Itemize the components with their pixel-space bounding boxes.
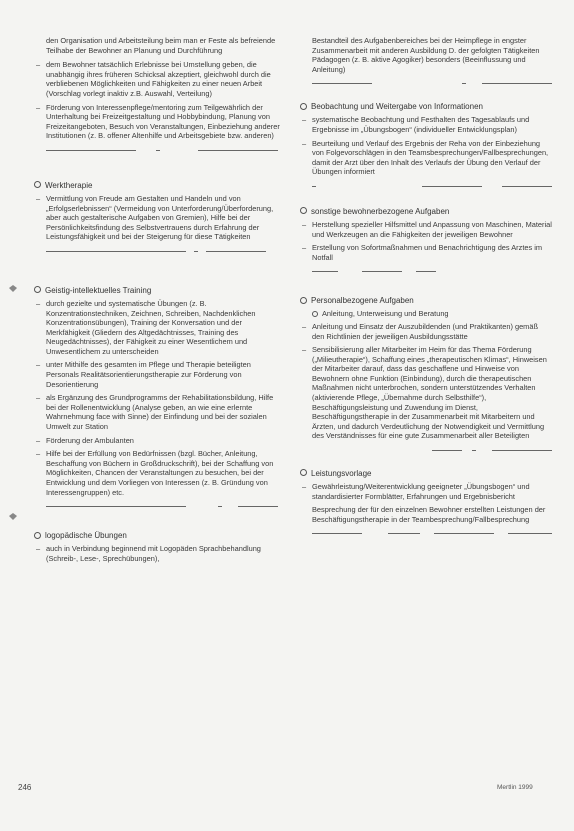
list-item: – Vermittlung von Freude am Gestalten und Handeln und von „Erfolgserlebnissen“ (Vermeidung von Unterforderung/Überforderung, aber auch gestalterische Aufgaben von Gremien), Hilfe bei der Persönlichkeitsfindung des Selbstvertrauens durch Erfahrung der Leistungsfähigkeit und bei der Steigerung für diese Tätigkeiten <box>36 193 274 242</box>
list-item-text: Anleitung und Einsatz der Auszubildenden (und Praktikanten) gemäß den Richtlinien der jeweiligen Ausbildungsstätte <box>312 321 538 341</box>
margin-marker-icon <box>8 512 18 521</box>
checkbox-circle-icon <box>300 469 307 476</box>
list-item: – Beurteilung und Verlauf des Ergebnis der Reha von der Einbeziehung von Folgevorschlägen in den Teamsbesprechungen/Fallbesprechungen, damit der Arzt über den Inhalt des Verlaufs der Übung den Verlauf der Übungen informiert <box>302 138 549 177</box>
list-item-text: Förderung der Ambulanten <box>46 435 134 445</box>
list-item-text: systematische Beobachtung und Festhalten des Tagesablaufs und Ergebnisse im „Übungsbogen“ (individueller Entwicklungsplan) <box>312 115 530 134</box>
section-heading-beobachtung: Beobachtung und Weitergabe von Informationen <box>300 102 552 112</box>
right-intro-continuation: Bestandteil des Aufgabenbereiches bei der Heimpflege in engster Zusammenarbeit mit anderen Ausbildung D. der gefolgten Tätigkeiten Pädagogen (z. B. aktive Agogiker) besonders (Beeinflussung und Anleitung) <box>312 36 540 74</box>
checkbox-circle-icon <box>34 286 41 293</box>
list-item: – durch gezielte und systematische Übungen (z. B. Konzentrationstechniken, Zeichnen, Schreiben, Nachdenklichen Konzentrationsübungen), Training der Konversation und der Merkfähigkeit (Gliedern des Altgedächtnisses, Training des Neugedächtnisses), der Fähigkeit zu einer Wesentlichem und Unwesentlichem zu unterscheiden <box>36 298 256 356</box>
list-item: – Förderung der Ambulanten <box>36 435 134 445</box>
fill-in-lines <box>312 181 552 191</box>
fill-in-lines <box>312 528 552 538</box>
checkbox-circle-icon <box>300 297 307 304</box>
list-item-text: Beurteilung und Verlauf des Ergebnis der Reha von der Einbeziehung von Folgevorschlägen in den Teamsbesprechungen/Fallbesprechungen, damit der Arzt über den Inhalt des Verlaufs der Übung den Verlauf der Übungen informiert <box>312 138 549 177</box>
section-heading-geistig-training: Geistig-intellektuelles Training <box>34 286 280 296</box>
section-heading-leistung: Leistungsvorlage <box>300 469 552 479</box>
footer-credit: Mertlin 1999 <box>497 784 533 791</box>
list-item: – Anleitung und Einsatz der Auszubildenden (und Praktikanten) gemäß den Richtlinien der jeweiligen Ausbildungsstätte <box>302 321 538 341</box>
list-item: – Förderung von Interessenpflege/mentoring zum Teilgewährlich der Unterhaltung bei Freizeitgestaltung und Hobbybindung, Planung von Freizeitangeboten, Besuch von Veranstaltungen, Einbeziehung anderer Institutionen (z. B. offener Altenhilfe und Arbeitsgebiete bzw. anderen) <box>36 102 280 141</box>
right-column <box>300 36 552 550</box>
checkbox-circle-icon <box>300 103 307 110</box>
section-heading-logopaedie: logopädische Übungen <box>34 531 280 541</box>
list-item-text: dem Bewohner tatsächlich Erlebnisse bei Umstellung geben, die unabhängig ihres früheren Schicksal akzeptiert, gleichwohl durch die verbliebenen Möglichkeiten und Fähigkeiten zu einer neuen Arbeit (Vorschlag vorlegt inaktiv z.B. Auswahl, Verteilung) <box>46 60 271 98</box>
fill-in-lines <box>46 246 280 256</box>
list-item-text: auch in Verbindung beginnend mit Logopäden Sprachbehandlung (Schreib-, Lese-, Sprechübungen), <box>46 544 261 563</box>
fill-in-lines <box>312 78 552 88</box>
list-item-text: Erstellung von Sofortmaßnahmen und Benachrichtigung des Arztes im Notfall <box>312 243 543 262</box>
section-heading-personal: Personalbezogene Aufgaben <box>300 296 552 306</box>
section-heading-sonstige: sonstige bewohnerbezogene Aufgaben <box>300 207 552 217</box>
fill-in-lines <box>46 145 280 155</box>
page-number: 246 <box>18 783 32 792</box>
fill-in-lines <box>46 501 280 511</box>
list-item: – Gewährleistung/Weiterentwicklung geeigneter „Übungsbogen“ und standardisierter Formblätter, Erfahrungen und Ergebnisbericht <box>302 482 530 501</box>
fill-in-lines <box>312 445 552 455</box>
list-item-text: durch gezielte und systematische Übungen (z. B. Konzentrationstechniken, Zeichnen, Schreiben, Nachdenklichen Konzentrationsübungen), Training der Konversation und der Merkfähigkeit (Gliedern des Altgedächtnisses, Training des Neugedächtnisses), der Fähigkeit zu einer Wesentlichem und Unwesentlichem zu unterscheiden <box>46 298 256 356</box>
checkbox-circle-icon <box>300 207 307 214</box>
list-item: – unter Mithilfe des gesamten im Pflege und Therapie beteiligten Personals Realitätsorientierungstherapie zur Förderung von Desorientierung <box>36 360 251 389</box>
fill-in-lines <box>312 266 552 276</box>
subsection-heading: Anleitung, Unterweisung und Beratung <box>312 309 552 319</box>
list-item: – dem Bewohner tatsächlich Erlebnisse bei Umstellung geben, die unabhängig ihres früheren Schicksal akzeptiert, gleichwohl durch die verbliebenen Möglichkeiten und Fähigkeiten zu einer neuen Arbeit (Vorschlag vorlegt inaktiv z.B. Auswahl, Verteilung) <box>36 60 271 98</box>
list-item-text: als Ergänzung des Grundprogramms der Rehabilitationsbildung, Hilfe bei der Rollenentwicklung (Analyse geben, an wie eine erlernte Wahrnehmung face with Sinne) der Einfindung und bei der sozialen Umwelt zur Station <box>46 393 274 432</box>
list-item-text: Herstellung spezieller Hilfsmittel und Anpassung von Maschinen, Material und Werkzeugen an die Fähigkeiten der jeweiligen Bewohner <box>312 219 552 239</box>
list-item-text: Sensibilisierung aller Mitarbeiter im Heim für das Thema Förderung („Milieutherapie“), Schaffung eines „therapeutischen Klimas“, Hinweisen der Mitarbeiter darauf, dass das geschaffene und Hinweise von Bewohnern ohne Funktion (Einbindung), durch die therapeutischen Maßnahmen nicht unterbrochen, sondern unterstützendes Verhalten (aktivierende Pflege, „Übernahme durch Selbsthilfe“), Beschäftigungsleistung und Zuwendung im Dienst, Beschäftigungstherapie in der Zusammenarbeit mit Mitarbeitern und Ärzten, und dadurch Verdeutlichung der Notwendigkeit und Vermittlung des Verständnisses für eine gute Zusammenarbeit aller Beteiligten <box>312 345 547 441</box>
checkbox-circle-icon <box>34 532 41 539</box>
list-item-text: Hilfe bei der Erfüllung von Bedürfnissen (bzgl. Bücher, Anleitung, Beschaffung von Büchern in Großdruckschrift), bei der Schaffung von Möglichkeiten, Chancen der Veranstaltungen zu besuchen, bei der Entwicklung und dem Vorliegen von Interessen (z. B. Gründung von Interessengruppen) etc. <box>46 449 274 497</box>
list-item: – Herstellung spezieller Hilfsmittel und Anpassung von Maschinen, Material und Werkzeugen an die Fähigkeiten der jeweiligen Bewohner <box>302 219 552 239</box>
list-item: – auch in Verbindung beginnend mit Logopäden Sprachbehandlung (Schreib-, Lese-, Sprechübungen), <box>36 544 261 563</box>
list-item-text: unter Mithilfe des gesamten im Pflege und Therapie beteiligten Personals Realitätsorientierungstherapie zur Förderung von Desorientierung <box>46 360 251 389</box>
paragraph: Besprechung der für den einzelnen Bewohner erstellten Leistungen der Beschäftigungstherapie in der Teambesprechung/Fallbesprechung <box>312 505 546 524</box>
left-column <box>34 36 280 567</box>
list-item: – als Ergänzung des Grundprogramms der Rehabilitationsbildung, Hilfe bei der Rollenentwicklung (Analyse geben, an wie eine erlernte Wahrnehmung face with Sinne) der Einfindung und bei der sozialen Umwelt zur Station <box>36 393 274 432</box>
list-item-text: Vermittlung von Freude am Gestalten und Handeln und von „Erfolgserlebnissen“ (Vermeidung von Unterforderung/Überforderung, aber auch gestalterische Aufgaben von Gremien), Hilfe bei der Persönlichkeitsfindung des Selbstvertrauens durch Erfahrung der Leistungsfähigkeit und bei der Steigerung für diese Tätigkeiten <box>46 193 274 242</box>
margin-marker-icon <box>8 284 18 293</box>
left-intro-continuation: den Organisation und Arbeitsteilung beim man er Feste als befreiende Teilhabe der Bewohner an Planung und Durchführung <box>46 36 276 55</box>
list-item-text: Förderung von Interessenpflege/mentoring zum Teilgewährlich der Unterhaltung bei Freizeitgestaltung und Hobbybindung, Planung von Freizeitangeboten, Besuch von Veranstaltungen, Einbeziehung anderer Institutionen (z. B. offener Altenhilfe und Arbeitsgebiete bzw. anderen) <box>46 102 280 141</box>
list-item: – Sensibilisierung aller Mitarbeiter im Heim für das Thema Förderung („Milieutherapie“), Schaffung eines „therapeutischen Klimas“, Hinweisen der Mitarbeiter darauf, dass das geschaffene und Hinweise von Bewohnern ohne Funktion (Einbindung), durch die therapeutischen Maßnahmen nicht unterbrochen, sondern unterstützendes Verhalten (aktivierende Pflege, „Übernahme durch Selbsthilfe“), Beschäftigungsleistung und Zuwendung im Dienst, Beschäftigungstherapie in der Zusammenarbeit mit Mitarbeitern und Ärzten, und dadurch Verdeutlichung der Notwendigkeit und Vermittlung des Verständnisses für eine gute Zusammenarbeit aller Beteiligten <box>302 345 547 441</box>
checkbox-circle-icon <box>34 181 41 188</box>
list-item: – Erstellung von Sofortmaßnahmen und Benachrichtigung des Arztes im Notfall <box>302 243 543 262</box>
list-item-text: Gewährleistung/Weiterentwicklung geeigneter „Übungsbogen“ und standardisierter Formblätter, Erfahrungen und Ergebnisbericht <box>312 482 530 501</box>
list-item: – systematische Beobachtung und Festhalten des Tagesablaufs und Ergebnisse im „Übungsbogen“ (individueller Entwicklungsplan) <box>302 115 530 134</box>
section-heading-werktherapie: Werktherapie <box>34 181 280 191</box>
list-item: – Hilfe bei der Erfüllung von Bedürfnissen (bzgl. Bücher, Anleitung, Beschaffung von Büchern in Großdruckschrift), bei der Schaffung von Möglichkeiten, Chancen der Veranstaltungen zu besuchen, bei der Entwicklung und dem Vorliegen von Interessen (z. B. Gründung von Interessengruppen) etc. <box>36 449 274 497</box>
